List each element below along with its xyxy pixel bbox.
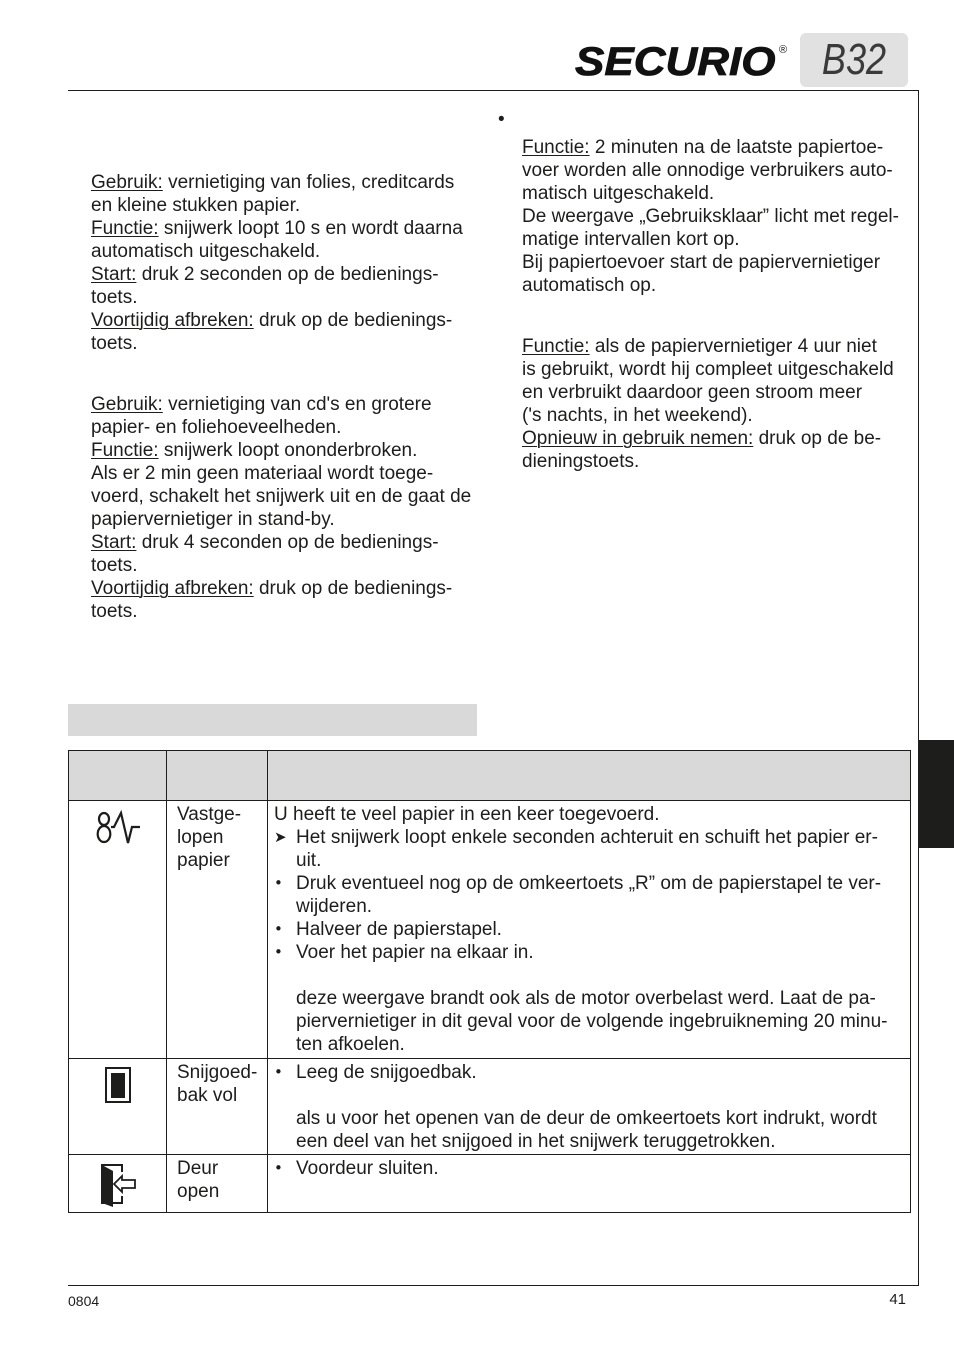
table-row: [69, 801, 911, 1059]
right-column-block-1: [522, 136, 899, 297]
text-line: [91, 240, 463, 263]
line-text: dieningstoets.: [522, 451, 640, 472]
line-text: en verbruikt daardoor geen stroom meer: [522, 382, 863, 403]
model-badge: [800, 33, 908, 87]
table-header-cell: [167, 751, 268, 801]
text-line: [522, 404, 894, 427]
line-text: automatisch op.: [522, 275, 657, 296]
page-number: 41: [889, 1291, 906, 1308]
text-line: [522, 205, 899, 228]
line-text: vernietiging van folies, creditcards: [168, 172, 455, 193]
text-line: [522, 358, 894, 381]
remedy-cell: [268, 1059, 911, 1155]
line-text: toets.: [91, 287, 138, 308]
text-line: [522, 251, 899, 274]
line-text: papier- en foliehoeveelheden.: [91, 417, 342, 438]
text-line: een deel van het snijgoed in het snijwerk teruggetrokken.: [296, 1131, 776, 1152]
list-item-line: [274, 1061, 906, 1084]
bin-full-icon: [105, 1067, 131, 1103]
status-text-line: Snijgoed-: [177, 1062, 258, 1083]
line-text: Bij papiertoevoer start de papiervernietiger: [522, 252, 881, 273]
text-line: [522, 335, 894, 358]
table-header-cell: [69, 751, 167, 801]
text-line: [91, 171, 463, 194]
text-line: als u voor het openen van de deur de omkeertoets kort indrukt, wordt: [296, 1108, 877, 1129]
text-line: [91, 485, 471, 508]
line-text: 2 minuten na de laatste papiertoe-: [594, 137, 884, 158]
line-text: is gebruikt, wordt hij compleet uitgeschakeld: [522, 359, 894, 380]
text-line: [522, 159, 899, 182]
text-line: [91, 439, 471, 462]
remedy-intro: [274, 803, 906, 826]
registered-mark: ®: [779, 44, 788, 56]
list-item-line: [274, 895, 906, 918]
table-header-row: [69, 751, 911, 801]
text-line: ten afkoelen.: [296, 1034, 405, 1055]
table-row: [69, 1059, 911, 1155]
line-text: voerd, schakelt het snijwerk uit en de gaat de: [91, 486, 472, 507]
section-heading-bar: [68, 704, 477, 736]
field-label: Functie:: [91, 440, 159, 461]
line-text: Voer het papier na elkaar in.: [296, 942, 534, 963]
status-text-line: bak vol: [177, 1085, 238, 1106]
text-line: [522, 381, 894, 404]
remedy-cell: [268, 1155, 911, 1213]
line-text: papiervernietiger in stand-by.: [91, 509, 335, 530]
line-text: voer worden alle onnodige verbruikers auto-: [522, 160, 893, 181]
remedy-list: [274, 1157, 906, 1180]
status-text-line: Vastge-: [177, 804, 242, 825]
door-open-icon: [100, 1163, 136, 1207]
table-row: [69, 1155, 911, 1213]
text-line: [91, 416, 471, 439]
field-label: Functie:: [522, 336, 590, 357]
status-cell: [167, 801, 268, 1059]
line-text: Halveer de papierstapel.: [296, 919, 502, 940]
remedy-list: [274, 1061, 906, 1084]
text-line: [522, 136, 899, 159]
line-text: en kleine stukken papier.: [91, 195, 301, 216]
list-item-line: [274, 918, 906, 941]
icon-shape: [114, 1176, 135, 1192]
line-text: als de papiervernietiger 4 uur niet: [594, 336, 877, 357]
status-text-line: lopen: [177, 827, 224, 848]
bullet-marker: •: [498, 109, 505, 130]
status-cell: [167, 1059, 268, 1155]
text-line: piervernietiger in dit geval voor de volgende ingebruikneming 20 minu-: [296, 1011, 888, 1032]
text-line: [91, 462, 471, 485]
line-text: druk op de be-: [758, 428, 882, 449]
text-line: [91, 286, 463, 309]
text-line: [91, 554, 471, 577]
footer-rule: [68, 1285, 919, 1286]
line-text: snijwerk loopt ononderbroken.: [163, 440, 418, 461]
line-text: toets.: [91, 555, 138, 576]
line-text: De weergave „Gebruiksklaar” licht met regel-: [522, 206, 899, 227]
list-item-line: [274, 849, 906, 872]
list-item-line: [274, 1157, 906, 1180]
chapter-tab: [918, 740, 954, 848]
icon-shape: [111, 813, 140, 843]
icon-shape: [99, 813, 109, 825]
field-label: Functie:: [522, 137, 590, 158]
line-text: Druk eventueel nog op de omkeertoets „R” om de papierstapel te ver-: [296, 873, 882, 894]
text-line: U heeft te veel papier in een keer toegevoerd.: [274, 804, 660, 825]
line-text: Het snijwerk loopt enkele seconden achteruit en schuift het papier er-: [296, 827, 878, 848]
text-line: [91, 309, 463, 332]
bullet-marker: •: [274, 874, 283, 892]
line-text: wijderen.: [296, 896, 373, 917]
list-item-line: [274, 941, 906, 964]
status-text-line: open: [177, 1181, 220, 1202]
text-line: [91, 577, 471, 600]
line-text: Leeg de snijgoedbak.: [296, 1062, 477, 1083]
bullet-marker: •: [274, 943, 283, 961]
text-line: deze weergave brandt ook als de motor overbelast werd. Laat de pa-: [296, 988, 876, 1009]
line-text: matisch uitgeschakeld.: [522, 183, 715, 204]
line-text: druk op de bedienings-: [258, 310, 453, 331]
icon-shape: [97, 826, 110, 842]
remedy-cell: [268, 801, 911, 1059]
document-code: 0804: [68, 1293, 100, 1309]
text-line: [91, 217, 463, 240]
text-line: [91, 531, 471, 554]
text-line: [91, 600, 471, 623]
symbol-cell: [69, 801, 167, 1059]
field-label: Voortijdig afbreken:: [91, 578, 254, 599]
line-text: druk 4 seconden op de bedienings-: [141, 532, 439, 553]
bullet-marker: •: [274, 1063, 283, 1081]
field-label: Functie:: [91, 218, 159, 239]
table-header-cell: [268, 751, 911, 801]
model-name: B32: [821, 35, 887, 84]
text-line: [91, 393, 471, 416]
field-label: Gebruik:: [91, 394, 163, 415]
arrow-marker: ➤: [274, 828, 287, 846]
header-rule: [68, 90, 919, 91]
right-column-block-2: [522, 335, 894, 473]
field-label: Opnieuw in gebruik nemen:: [522, 428, 754, 449]
text-line: [91, 332, 463, 355]
status-cell: [167, 1155, 268, 1213]
remedy-note: [274, 987, 906, 1056]
text-line: [522, 228, 899, 251]
bullet-marker: •: [274, 1159, 283, 1177]
text-line: [522, 182, 899, 205]
text-line: [91, 194, 463, 217]
line-text: automatisch uitgeschakeld.: [91, 241, 321, 262]
symbol-cell: [69, 1059, 167, 1155]
text-line: [522, 274, 899, 297]
line-text: snijwerk loopt 10 s en wordt daarna: [163, 218, 463, 239]
line-text: toets.: [91, 333, 138, 354]
remedy-note: [274, 1107, 906, 1153]
paper-jam-icon: [95, 809, 141, 845]
status-text-line: papier: [177, 850, 230, 871]
bullet-marker: •: [274, 920, 283, 938]
line-text: toets.: [91, 601, 138, 622]
list-item-line: [274, 826, 906, 849]
brand-logo: SECURIO: [575, 40, 776, 84]
field-label: Gebruik:: [91, 172, 163, 193]
line-text: druk op de bedienings-: [258, 578, 453, 599]
symbol-cell: [69, 1155, 167, 1213]
line-text: Als er 2 min geen materiaal wordt toege-: [91, 463, 434, 484]
field-label: Voortijdig afbreken:: [91, 310, 254, 331]
line-text: druk 2 seconden op de bedienings-: [141, 264, 439, 285]
line-text: ('s nachts, in het weekend).: [522, 405, 753, 426]
remedy-list: [274, 826, 906, 964]
text-line: [91, 508, 471, 531]
list-item-line: [274, 872, 906, 895]
line-text: uit.: [296, 850, 322, 871]
field-label: Start:: [91, 532, 137, 553]
line-text: matige intervallen kort op.: [522, 229, 740, 250]
icon-shape: [102, 1165, 113, 1207]
text-line: [522, 427, 894, 450]
text-line: [522, 450, 894, 473]
line-text: vernietiging van cd's en grotere: [168, 394, 432, 415]
field-label: Start:: [91, 264, 137, 285]
left-column-block-2: [91, 393, 471, 623]
text-line: [91, 263, 463, 286]
margin-rule: [918, 90, 919, 1286]
status-table: [68, 750, 911, 1213]
icon-shape: [111, 1073, 125, 1098]
status-text-line: Deur: [177, 1158, 219, 1179]
left-column-block-1: [91, 171, 463, 355]
line-text: Voordeur sluiten.: [296, 1158, 439, 1179]
